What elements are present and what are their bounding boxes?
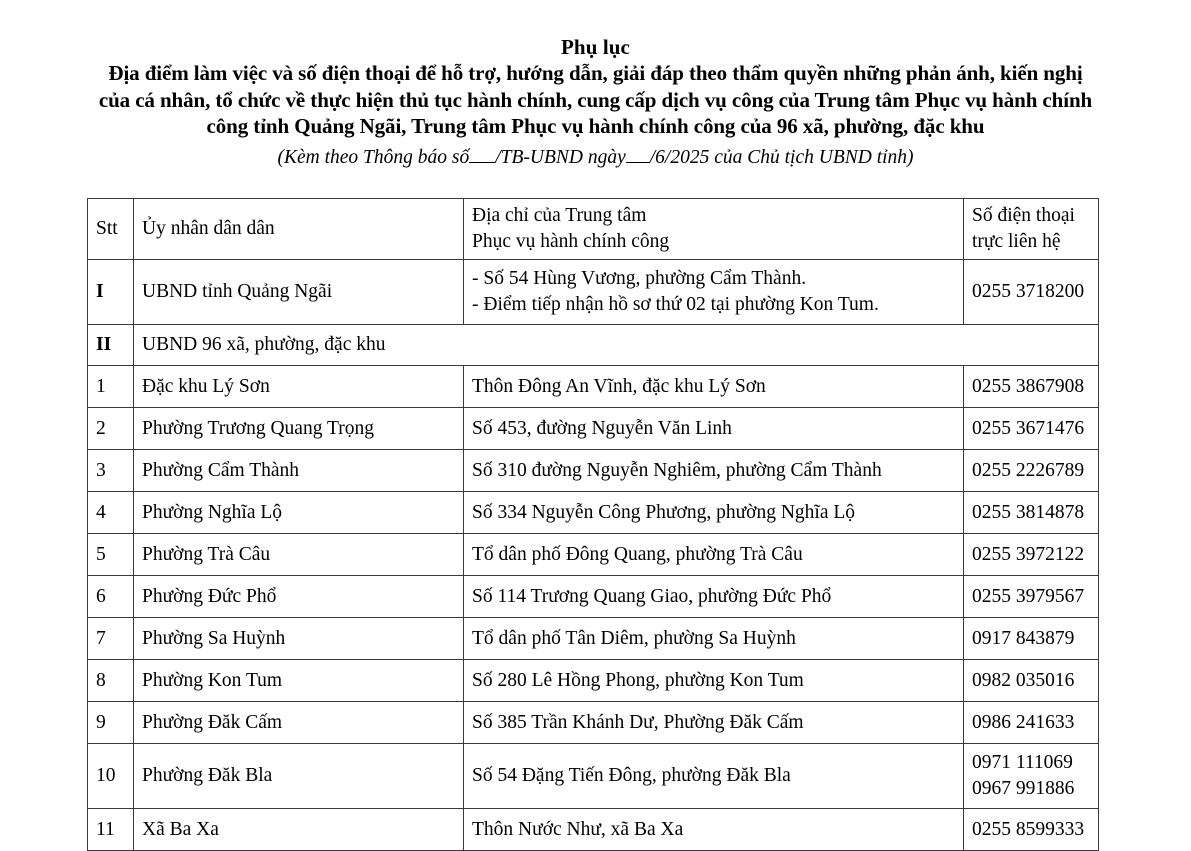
cell-unit-name: Xã Ba Xa: [134, 809, 464, 851]
cell-address: [464, 744, 964, 809]
address-line: Số 54 Đặng Tiến Đông, phường Đăk Bla: [472, 765, 791, 786]
title-line-2: của cá nhân, tổ chức về thực hiện thủ tục hành chính, cung cấp dịch vụ công của Trung tâm Phục vụ hành chính: [98, 87, 1093, 112]
address-line: Số 280 Lê Hồng Phong, phường Kon Tum: [472, 669, 804, 691]
phone-number: 0255 3972122: [972, 543, 1085, 565]
table-row: [88, 744, 1099, 809]
cell-phone: [964, 492, 1099, 534]
address-line: Thôn Nước Như, xã Ba Xa: [472, 818, 684, 840]
cell-stt: 2: [88, 408, 134, 450]
cell-unit-name: Phường Đăk Cấm: [134, 702, 464, 744]
table-body: [88, 260, 1099, 851]
document-reference-note: [0, 145, 1191, 170]
cell-phone: [964, 576, 1099, 618]
table-row: [88, 260, 1099, 325]
reference-number-blank: [469, 162, 495, 163]
cell-stt: 1: [88, 366, 134, 408]
cell-stt: 3: [88, 450, 134, 492]
column-header-address: [464, 199, 964, 260]
table-row: [88, 366, 1099, 408]
reference-date-blank: [626, 162, 650, 163]
table-row: [88, 618, 1099, 660]
table-row: [88, 534, 1099, 576]
cell-address: [464, 809, 964, 851]
cell-phone: [964, 660, 1099, 702]
cell-section-title: UBND 96 xã, phường, đặc khu: [134, 325, 1099, 366]
table-row: [88, 702, 1099, 744]
cell-stt: 9: [88, 702, 134, 744]
cell-address: [464, 450, 964, 492]
cell-stt: 5: [88, 534, 134, 576]
column-header-name: Ủy nhân dân dân: [134, 199, 464, 260]
address-line: Số 453, đường Nguyễn Văn Linh: [472, 417, 732, 439]
page-title: [96, 60, 1096, 140]
cell-stt: I: [88, 260, 134, 325]
cell-unit-name: Phường Đức Phổ: [134, 576, 464, 618]
cell-phone: [964, 450, 1099, 492]
column-header-address-line1: Địa chỉ của Trung tâm: [472, 205, 647, 226]
cell-phone: [964, 702, 1099, 744]
cell-unit-name: Phường Nghĩa Lộ: [134, 492, 464, 534]
title-line-3: công tỉnh Quảng Ngãi, Trung tâm Phục vụ hành chính công của 96 xã, phường, đặc khu: [206, 114, 985, 138]
address-line: Số 334 Nguyễn Công Phương, phường Nghĩa Lộ: [472, 501, 856, 523]
title-line-1: Địa điểm làm việc và số điện thoại để hỗ trợ, hướng dẫn, giải đáp theo thẩm quyền những phản ánh, kiến nghị: [108, 61, 1083, 85]
cell-phone: [964, 809, 1099, 851]
cell-phone: [964, 366, 1099, 408]
phone-number: 0971 111069: [972, 752, 1073, 773]
cell-unit-name: Phường Trà Câu: [134, 534, 464, 576]
phone-number: 0255 8599333: [972, 818, 1085, 840]
phone-number: 0255 3718200: [972, 281, 1085, 302]
title-block: [0, 0, 1191, 170]
document-kicker: Phụ lục: [561, 35, 630, 59]
cell-stt: 6: [88, 576, 134, 618]
address-line: Số 385 Trần Khánh Dư, Phường Đăk Cấm: [472, 711, 804, 733]
reference-middle: /TB-UBND ngày: [495, 146, 626, 168]
cell-unit-name: Phường Đăk Bla: [134, 744, 464, 809]
cell-unit-name: Phường Trương Quang Trọng: [134, 408, 464, 450]
cell-phone: [964, 744, 1099, 809]
cell-address: [464, 660, 964, 702]
column-header-phone-line1: Số điện thoại: [972, 205, 1075, 226]
table-row: [88, 809, 1099, 851]
cell-phone: [964, 260, 1099, 325]
cell-address: [464, 618, 964, 660]
reference-prefix: (Kèm theo Thông báo số: [277, 146, 470, 168]
cell-stt: 11: [88, 809, 134, 851]
cell-address: [464, 534, 964, 576]
cell-phone: [964, 618, 1099, 660]
phone-number: 0255 3867908: [972, 375, 1085, 397]
phone-number: 0967 991886: [972, 778, 1075, 799]
cell-stt: II: [88, 325, 134, 366]
phone-number: 0986 241633: [972, 711, 1075, 733]
appendix-table-wrapper: [87, 198, 1098, 851]
address-line: Thôn Đông An Vĩnh, đặc khu Lý Sơn: [472, 375, 766, 397]
table-row: [88, 325, 1099, 366]
column-header-stt: Stt: [88, 199, 134, 260]
address-line: Tổ dân phố Đông Quang, phường Trà Câu: [472, 543, 803, 565]
reference-suffix: /6/2025 của Chủ tịch UBND tỉnh): [649, 146, 914, 168]
phone-number: 0255 3814878: [972, 501, 1085, 523]
phone-number: 0917 843879: [972, 627, 1075, 649]
cell-unit-name: Đặc khu Lý Sơn: [134, 366, 464, 408]
address-line: Số 114 Trương Quang Giao, phường Đức Phổ: [472, 585, 832, 607]
phone-number: 0255 3979567: [972, 585, 1085, 607]
column-header-phone-line2: trực liên hệ: [972, 231, 1061, 252]
address-line: - Điểm tiếp nhận hồ sơ thứ 02 tại phường Kon Tum.: [472, 294, 879, 315]
cell-stt: 4: [88, 492, 134, 534]
table-row: [88, 450, 1099, 492]
cell-address: [464, 576, 964, 618]
phone-number: 0982 035016: [972, 669, 1075, 691]
cell-address: [464, 260, 964, 325]
cell-unit-name: Phường Kon Tum: [134, 660, 464, 702]
cell-address: [464, 408, 964, 450]
cell-phone: [964, 408, 1099, 450]
cell-address: [464, 366, 964, 408]
phone-number: 0255 3671476: [972, 417, 1085, 439]
table-row: [88, 408, 1099, 450]
cell-unit-name: UBND tỉnh Quảng Ngãi: [134, 260, 464, 325]
appendix-table: [87, 198, 1099, 851]
cell-phone: [964, 534, 1099, 576]
cell-stt: 8: [88, 660, 134, 702]
table-row: [88, 660, 1099, 702]
table-header-row: [88, 199, 1099, 260]
table-row: [88, 492, 1099, 534]
cell-stt: 7: [88, 618, 134, 660]
cell-unit-name: Phường Cẩm Thành: [134, 450, 464, 492]
address-line: Tổ dân phố Tân Diêm, phường Sa Huỳnh: [472, 627, 796, 649]
phone-number: 0255 2226789: [972, 459, 1085, 481]
cell-address: [464, 492, 964, 534]
table-row: [88, 576, 1099, 618]
cell-address: [464, 702, 964, 744]
cell-stt: 10: [88, 744, 134, 809]
table-header: [88, 199, 1099, 260]
column-header-phone: [964, 199, 1099, 260]
address-line: Số 310 đường Nguyễn Nghiêm, phường Cẩm Thành: [472, 459, 882, 481]
address-line: - Số 54 Hùng Vương, phường Cẩm Thành.: [472, 268, 807, 289]
column-header-address-line2: Phục vụ hành chính công: [472, 231, 670, 252]
cell-unit-name: Phường Sa Huỳnh: [134, 618, 464, 660]
